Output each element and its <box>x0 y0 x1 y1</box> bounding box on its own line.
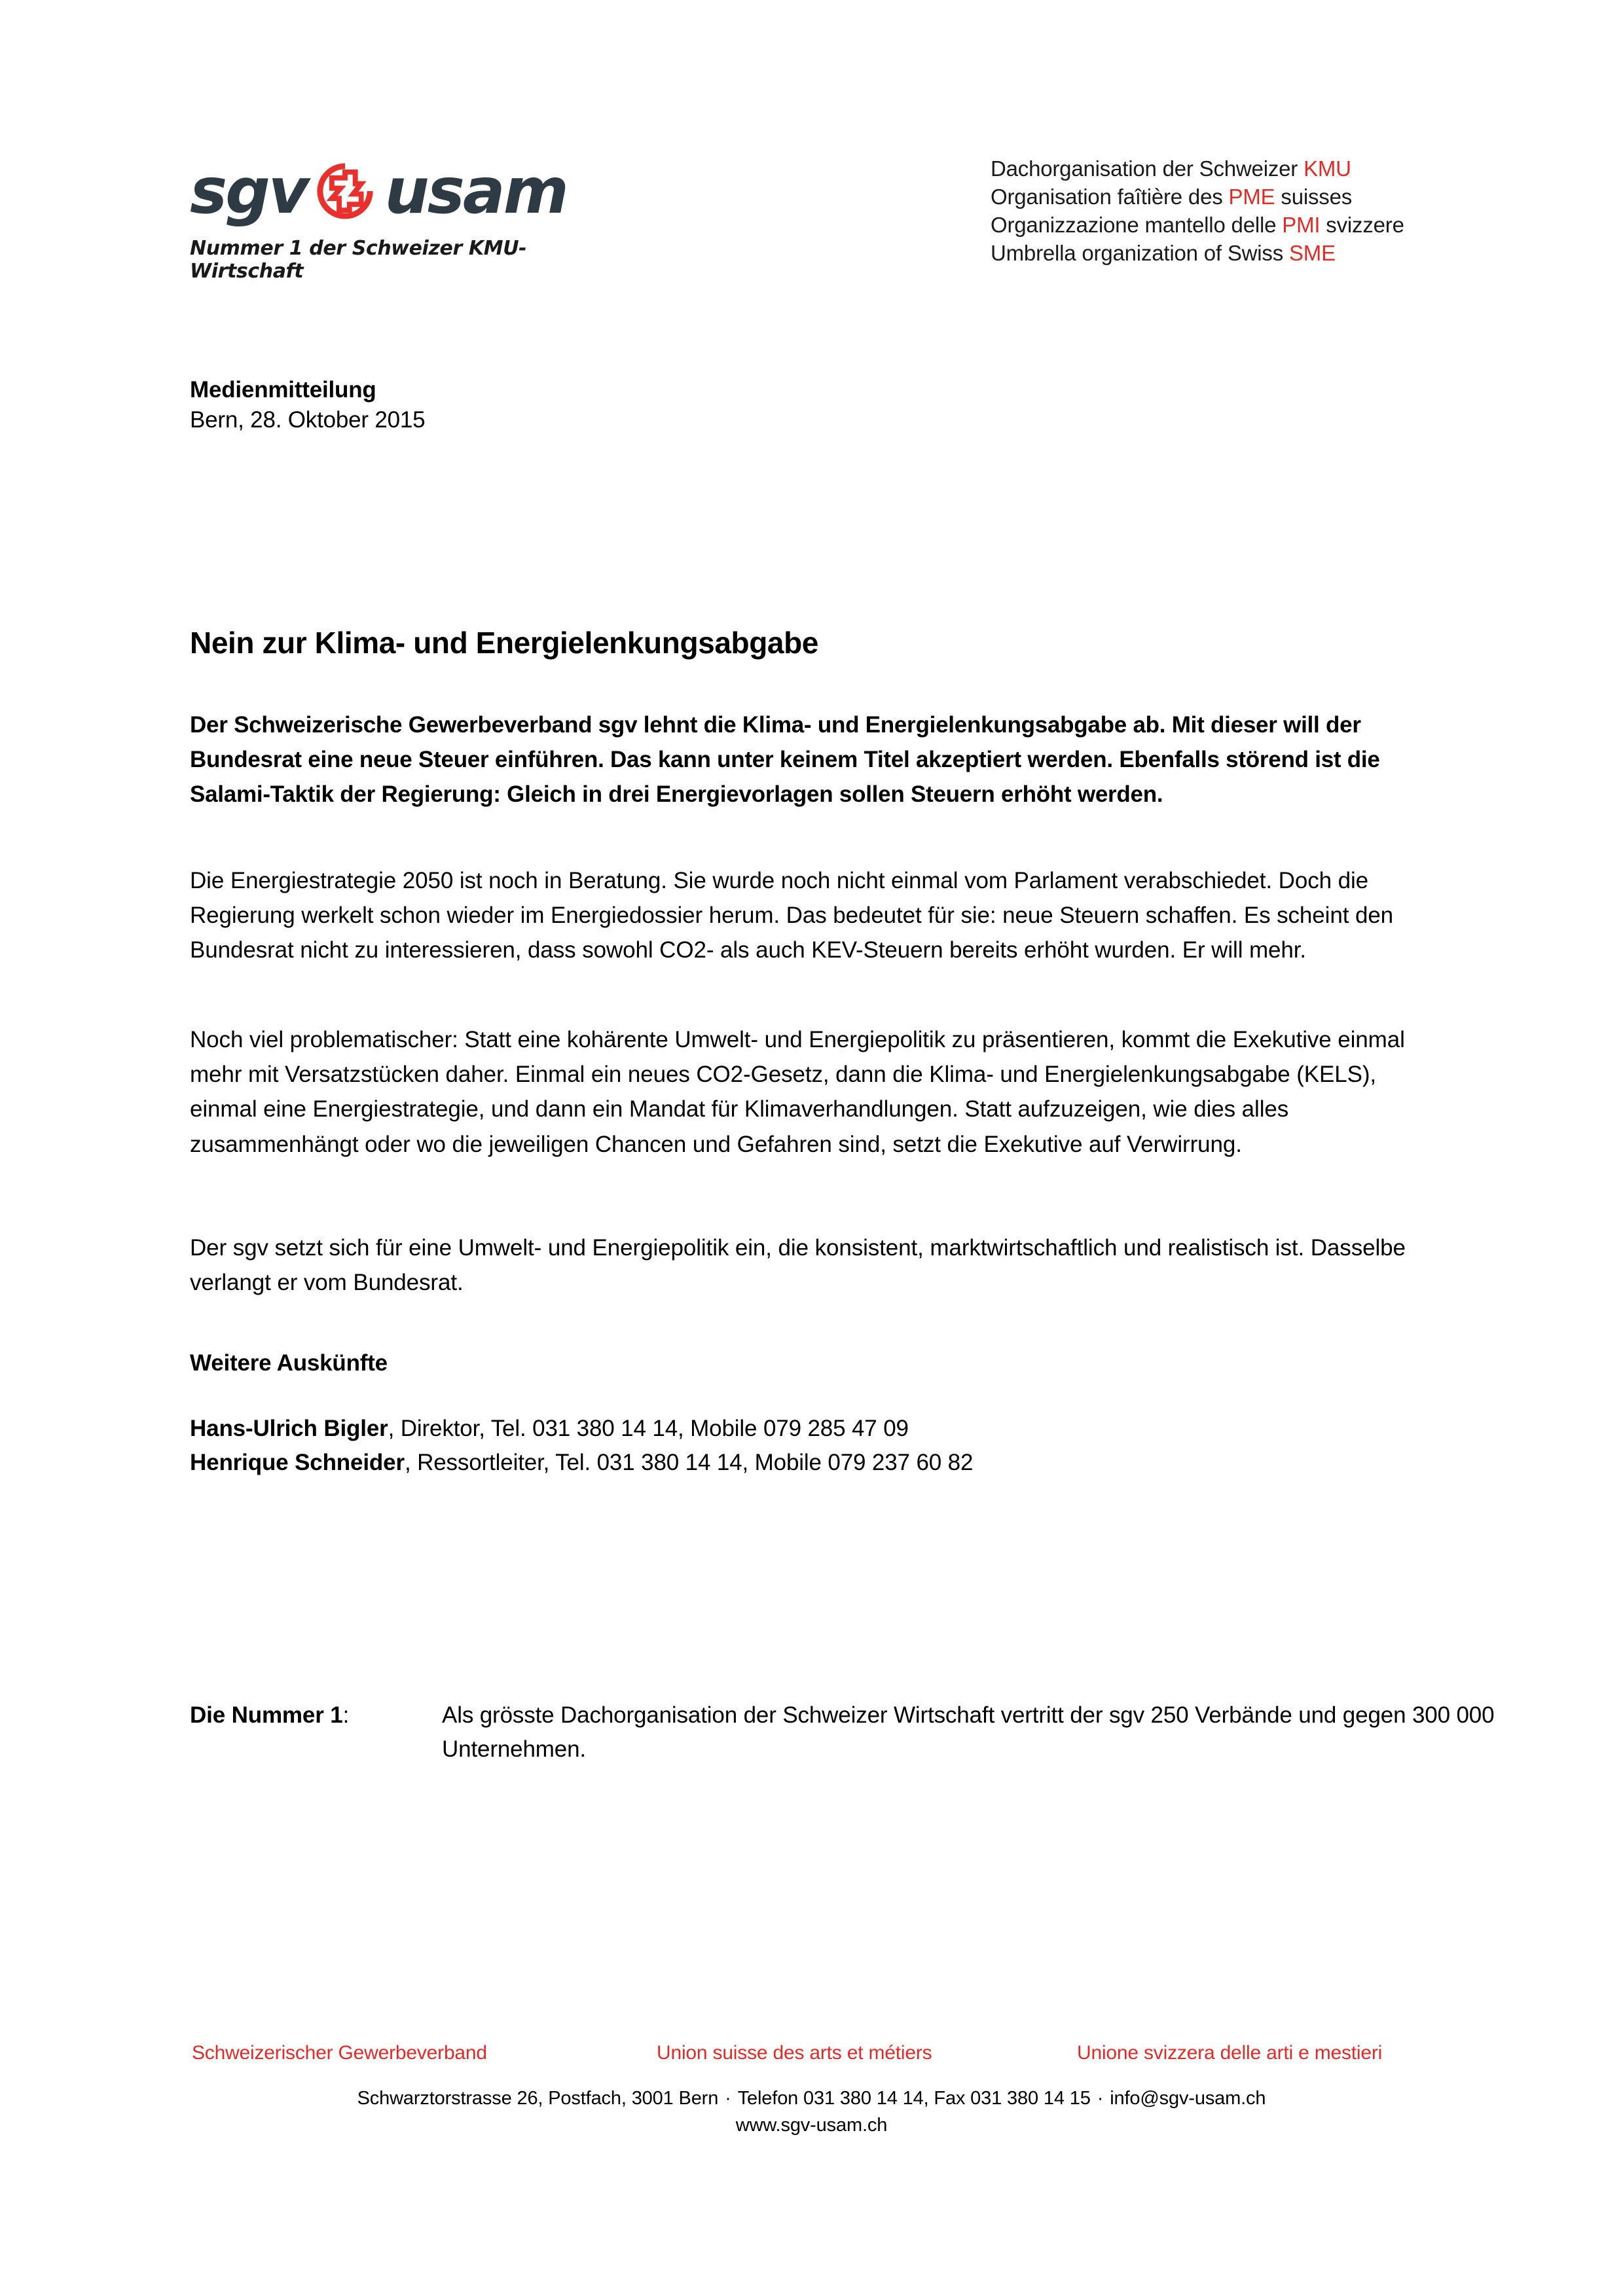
page-footer <box>0 2042 1623 2138</box>
swiss-cross-circle-emblem-icon <box>308 154 382 228</box>
lang-fr-prefix: Organisation faîtière des <box>991 184 1229 209</box>
page-title: Nein zur Klima- und Energielenkungsabgabe <box>190 625 818 660</box>
body-paragraph: Die Energiestrategie 2050 ist noch in Beratung. Sie wurde noch nicht einmal vom Parlament verabschiedet. Doch die Regierung werkelt schon wieder im Energiedossier herum. Das bedeutet für sie: neue Steuern schaffen. Es scheint den Bundesrat nicht zu interessieren, dass sowohl CO2- als auch KEV-Steuern bereits erhöht wurden. Er will mehr. <box>190 868 1394 963</box>
release-meta <box>190 375 425 435</box>
contact-person-details: , Ressortleiter, Tel. 031 380 14 14, Mobile 079 237 60 82 <box>404 1449 974 1475</box>
footer-org-name-de: Schweizerischer Gewerbeverband <box>192 2042 487 2064</box>
logo-wordmark-sgv: sgv <box>190 154 308 228</box>
lang-fr-suffix: suisses <box>1275 184 1353 209</box>
lang-en-prefix: Umbrella organization of Swiss <box>991 240 1289 265</box>
header-language-line-fr <box>991 183 1404 211</box>
lang-de-prefix: Dachorganisation der Schweizer <box>991 156 1304 181</box>
contact-person-details: , Direktor, Tel. 031 380 14 14, Mobile 079 285 47 09 <box>388 1416 909 1441</box>
footer-address: Schwarztorstrasse 26, Postfach, 3001 Bern <box>357 2088 719 2109</box>
header-language-line-de <box>991 155 1404 183</box>
contact-person-name: Hans-Ulrich Bigler <box>190 1416 388 1441</box>
contacts-heading: Weitere Auskünfte <box>190 1350 388 1376</box>
lang-fr-highlight: PME <box>1228 184 1275 209</box>
footer-contact-line-2 <box>0 2112 1623 2139</box>
footer-separator: · <box>1097 2088 1104 2109</box>
boilerplate-label-colon: : <box>342 1702 350 1728</box>
lang-it-prefix: Organizzazione mantello delle <box>991 212 1283 237</box>
logo-wordmark-usam: usam <box>384 154 567 228</box>
footer-contact-info <box>0 2085 1623 2138</box>
body-paragraph: Der sgv setzt sich für eine Umwelt- und Energiepolitik ein, die konsistent, marktwirtschaftlich und realistisch ist. Dasselbe verlangt er vom Bundesrat. <box>190 1235 1406 1296</box>
contacts-list <box>190 1412 973 1480</box>
footer-email[interactable]: info@sgv-usam.ch <box>1110 2088 1266 2109</box>
footer-contact-line-1 <box>0 2085 1623 2112</box>
boilerplate-block <box>190 1698 1623 1767</box>
contact-person-name: Henrique Schneider <box>190 1449 405 1475</box>
sgv-usam-logo <box>190 152 596 283</box>
lang-it-highlight: PMI <box>1282 212 1321 237</box>
boilerplate-label-text: Die Nummer 1 <box>190 1702 343 1728</box>
header-language-lines <box>991 155 1404 268</box>
release-place-date: Bern, 28. Oktober 2015 <box>190 407 426 433</box>
contact-person <box>190 1412 973 1446</box>
body-paragraph: Noch viel problematischer: Statt eine kohärente Umwelt- und Energiepolitik zu präsentieren, kommt die Exekutive einmal mehr mit Versatzstücken daher. Einmal ein neues CO2-Gesetz, dann die Klima- und Energielenkungsabgabe (KELS), einmal eine Energiestrategie, und dann ein Mandat für Klimaverhandlungen. Statt aufzuzeigen, wie dies alles zusammenhängt oder wo die jeweiligen Chancen und Gefahren sind, setzt die Exekutive auf Verwirrung. <box>190 1027 1405 1157</box>
lang-it-suffix: svizzere <box>1320 212 1404 237</box>
footer-org-name-fr: Union suisse des arts et métiers <box>657 2042 932 2064</box>
header-language-line-en <box>991 240 1404 268</box>
lang-en-highlight: SME <box>1289 240 1336 265</box>
footer-separator: · <box>725 2088 731 2109</box>
logo-mark <box>190 152 596 230</box>
footer-website[interactable]: www.sgv-usam.ch <box>735 2114 888 2136</box>
footer-org-name-it: Unione svizzera delle arti e mestieri <box>1077 2042 1383 2064</box>
lead-paragraph: Der Schweizerische Gewerbeverband sgv lehnt die Klima- und Energielenkungsabgabe ab. Mit dieser will der Bundesrat eine neue Steuer einführen. Das kann unter keinem Titel akzeptiert werden. Ebenfalls störend ist die Salami-Taktik der Regierung: Gleich in drei Energievorlagen sollen Steuern erhöht werden. <box>190 712 1380 808</box>
header-language-line-it <box>991 211 1404 240</box>
logo-tagline: Nummer 1 der Schweizer KMU-Wirtschaft <box>190 237 527 283</box>
release-type: Medienmitteilung <box>190 377 376 403</box>
contact-person <box>190 1446 973 1480</box>
footer-phone-fax: Telefon 031 380 14 14, Fax 031 380 14 15 <box>737 2088 1091 2109</box>
lang-de-highlight: KMU <box>1304 156 1351 181</box>
boilerplate-text: Als grösste Dachorganisation der Schweizer Wirtschaft vertritt der sgv 250 Verbände und gegen 300 000 Unternehmen. <box>442 1702 1495 1762</box>
footer-org-names <box>0 2042 1623 2075</box>
page-header <box>0 0 1623 308</box>
